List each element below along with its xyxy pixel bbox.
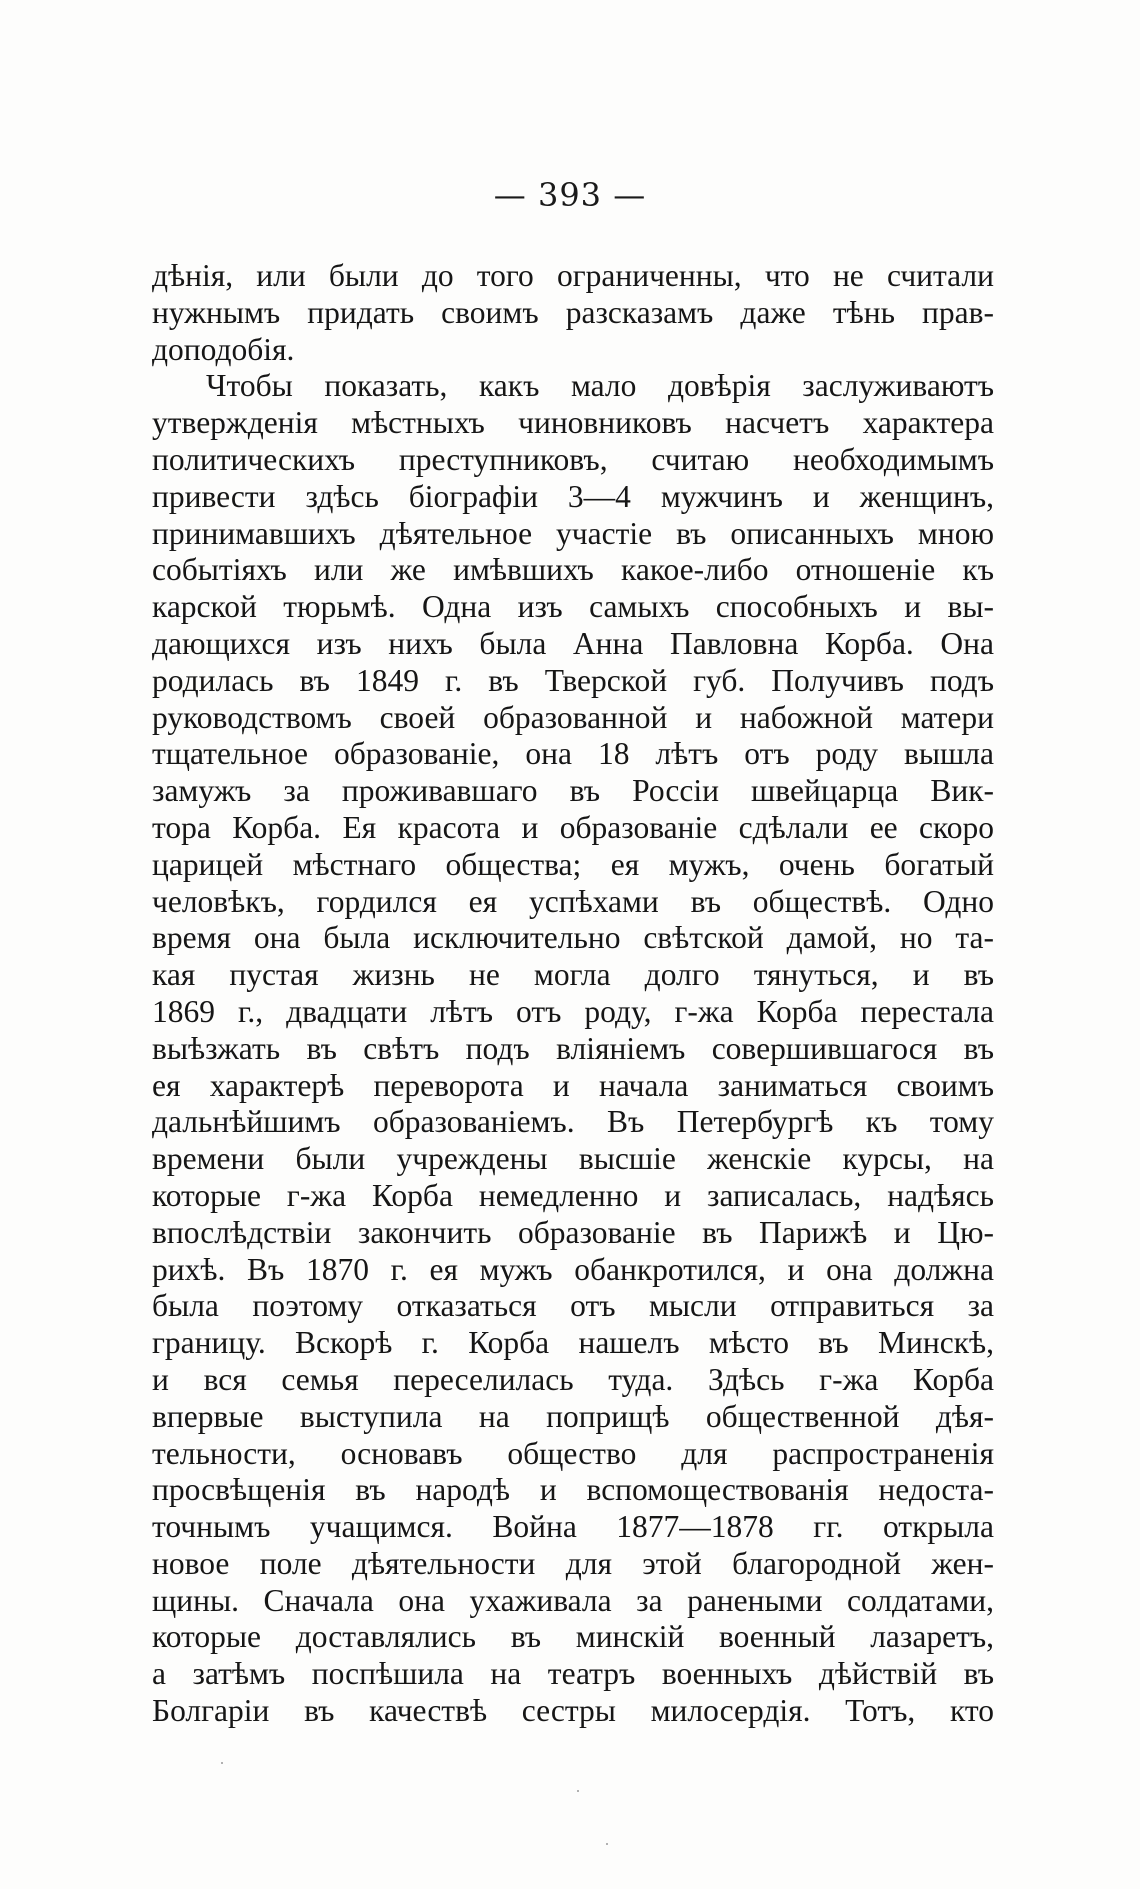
text-line: впервые выступила на поприщѣ общественной дѣя- xyxy=(152,1398,994,1434)
text-line: которые г-жа Корба немедленно и записалась, надѣясь xyxy=(152,1177,994,1213)
text-line: просвѣщенія въ народѣ и вспомоществованія недоста- xyxy=(152,1472,994,1508)
text-line: дальнѣйшимъ образованіемъ. Въ Петербургѣ къ тому xyxy=(152,1104,994,1140)
text-line: царицей мѣстнаго общества; ея мужъ, очень богатый xyxy=(152,846,994,882)
text-line: впослѣдствіи закончить образованіе въ Парижѣ и Цю- xyxy=(152,1214,994,1250)
text-line: рихѣ. Въ 1870 г. ея мужъ обанкротился, и она должна xyxy=(152,1251,994,1287)
text-line: 1869 г., двадцати лѣтъ отъ роду, г-жа Корба перестала xyxy=(152,993,994,1029)
text-line: была поэтому отказаться отъ мысли отправиться за xyxy=(152,1288,994,1324)
text-line: границу. Вскорѣ г. Корба нашелъ мѣсто въ Минскѣ, xyxy=(152,1325,994,1361)
text-line: а затѣмъ поспѣшила на театръ военныхъ дѣйствій въ xyxy=(152,1656,994,1692)
text-line: карской тюрьмѣ. Одна изъ самыхъ способныхъ и вы- xyxy=(152,589,994,625)
text-line: и вся семья переселилась туда. Здѣсь г-жа Корба xyxy=(152,1361,994,1397)
text-line: тщательное образованіе, она 18 лѣтъ отъ роду вышла xyxy=(152,736,994,772)
paper-speck xyxy=(221,1762,223,1764)
text-line: событіяхъ или же имѣвшихъ какое-либо отношеніе къ xyxy=(152,552,994,588)
text-line: руководствомъ своей образованной и набожной матери xyxy=(152,699,994,735)
text-line: принимавшихъ дѣятельное участіе въ описанныхъ мною xyxy=(152,515,994,551)
text-line: ея характерѣ переворота и начала заниматься своимъ xyxy=(152,1067,994,1103)
paper-speck xyxy=(577,1790,579,1792)
text-line: человѣкъ, гордился ея успѣхами въ обществѣ. Одно xyxy=(152,883,994,919)
text-line: родилась въ 1849 г. въ Тверской губ. Получивъ подъ xyxy=(152,662,994,698)
text-line: тора Корба. Ея красота и образованіе сдѣлали ее скоро xyxy=(152,809,994,845)
page-number: — 393 — xyxy=(493,176,647,214)
text-line: утвержденія мѣстныхъ чиновниковъ насчетъ характера xyxy=(152,405,994,441)
body-text xyxy=(152,258,994,1730)
text-line: политическихъ преступниковъ, считаю необходимымъ xyxy=(152,441,994,477)
text-line: тельности, основавъ общество для распространенія xyxy=(152,1435,994,1471)
text-line: кая пустая жизнь не могла долго тянуться, и въ xyxy=(152,957,994,993)
text-line: время она была исключительно свѣтской дамой, но та- xyxy=(152,920,994,956)
text-line: дающихся изъ нихъ была Анна Павловна Корба. Она xyxy=(152,625,994,661)
text-line: замужъ за проживавшаго въ Россіи швейцарца Вик- xyxy=(152,773,994,809)
text-line: которые доставлялись въ минскій военный лазаретъ, xyxy=(152,1619,994,1655)
text-line: дѣнія, или были до того ограниченны, что не считали xyxy=(152,258,994,293)
text-line: нужнымъ придать своимъ разсказамъ даже тѣнь прав- xyxy=(152,294,994,330)
text-line: выѣзжать въ свѣтъ подъ вліяніемъ совершившагося въ xyxy=(152,1030,994,1066)
text-line: времени были учреждены высшіе женскіе курсы, на xyxy=(152,1141,994,1177)
text-line: точнымъ учащимся. Война 1877—1878 гг. открыла xyxy=(152,1509,994,1545)
text-line: щины. Сначала она ухаживала за ранеными солдатами, xyxy=(152,1582,994,1618)
text-line: Чтобы показать, какъ мало довѣрія заслуживаютъ xyxy=(206,368,994,404)
text-line: доподобія. xyxy=(152,331,295,367)
text-line: привести здѣсь біографіи 3—4 мужчинъ и женщинъ, xyxy=(152,478,994,514)
paper-speck xyxy=(606,1843,608,1845)
text-line: Болгаріи въ качествѣ сестры милосердія. Тотъ, кто xyxy=(152,1693,994,1729)
text-line: новое поле дѣятельности для этой благородной жен- xyxy=(152,1545,994,1581)
